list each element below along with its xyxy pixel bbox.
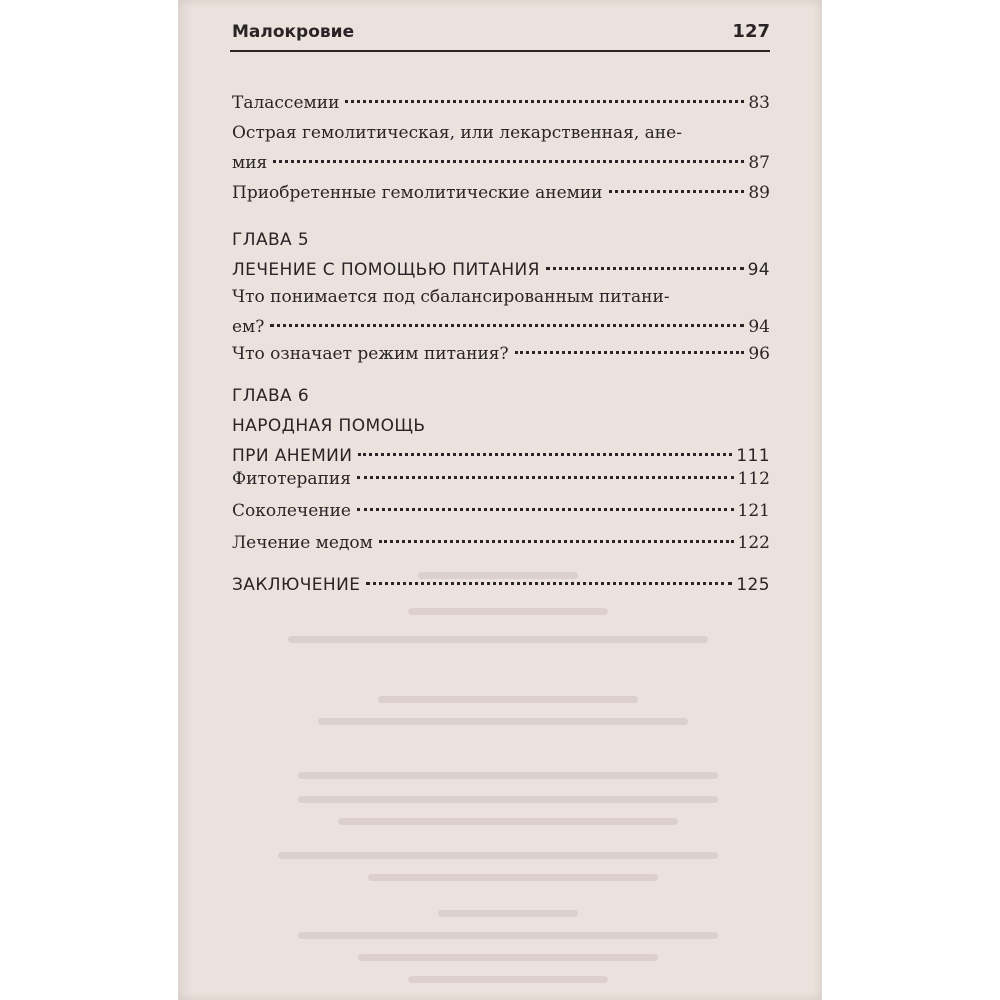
dot-leader <box>515 351 745 354</box>
toc-entry-honey-therapy <box>232 528 770 558</box>
running-head <box>230 20 770 52</box>
toc-chapter-6 <box>232 381 770 471</box>
dot-leader <box>379 540 734 543</box>
toc-entry-title-line2: ем? <box>232 317 265 337</box>
toc-entry-page: 112 <box>737 469 770 489</box>
book-page <box>178 0 822 1000</box>
toc-entry-title-line2: мия <box>232 153 268 173</box>
toc-entry-juice-therapy <box>232 496 770 526</box>
chapter-label: ГЛАВА 6 <box>232 386 310 406</box>
toc-entry-page: 96 <box>748 344 770 364</box>
chapter-title: ЛЕЧЕНИЕ С ПОМОЩЬЮ ПИТАНИЯ <box>232 260 540 280</box>
dot-leader <box>270 324 744 327</box>
chapter-title: ЗАКЛЮЧЕНИЕ <box>232 575 361 595</box>
dot-leader <box>273 160 744 163</box>
toc-entry-page: 94 <box>748 317 770 337</box>
toc-entry-title: Соколечение <box>232 501 351 521</box>
toc-entry-title: Что означает режим питания? <box>232 344 509 364</box>
chapter-title-line1: НАРОДНАЯ ПОМОЩЬ <box>232 416 426 436</box>
toc-entry-title-line1: Острая гемолитическая, или лекарственная, ане- <box>232 123 682 143</box>
dot-leader <box>609 190 745 193</box>
show-through-texture <box>178 556 822 1000</box>
toc-entry-acquired-hemolytic <box>232 178 770 208</box>
toc-entry-title: Лечение медом <box>232 533 373 553</box>
toc-entry-page: 111 <box>736 446 770 466</box>
dot-leader <box>358 453 732 456</box>
dot-leader <box>357 508 734 511</box>
toc-conclusion <box>232 570 770 600</box>
toc-entry-page: 125 <box>736 575 770 595</box>
toc-entry-page: 94 <box>747 260 770 280</box>
dot-leader <box>546 267 744 270</box>
page-number: 127 <box>732 21 770 42</box>
dot-leader <box>357 476 734 479</box>
toc-entry-page: 121 <box>737 501 770 521</box>
toc-entry-page: 83 <box>748 93 770 113</box>
toc-entry-balanced-nutrition <box>232 282 770 342</box>
chapter-title-line2: ПРИ АНЕМИИ <box>232 446 353 466</box>
toc-entry-title: Талассемии <box>232 93 340 113</box>
toc-entry-page: 87 <box>748 153 770 173</box>
toc-entry-title-line1: Что понимается под сбалансированным питани- <box>232 287 670 307</box>
toc-chapter-5 <box>232 225 770 285</box>
toc-entry-page: 89 <box>748 183 770 203</box>
dot-leader <box>366 582 732 585</box>
toc-entry-title: Приобретенные гемолитические анемии <box>232 183 603 203</box>
toc-entry-phytotherapy <box>232 464 770 494</box>
toc-entry-title: Фитотерапия <box>232 469 351 489</box>
toc-entry-acute-hemolytic <box>232 118 770 178</box>
toc-entry-page: 122 <box>737 533 770 553</box>
running-head-title: Малокровие <box>232 22 355 42</box>
chapter-label: ГЛАВА 5 <box>232 230 310 250</box>
toc-entry-thalassemia <box>232 88 770 118</box>
toc-entry-diet-regime <box>232 339 770 369</box>
dot-leader <box>345 100 744 103</box>
